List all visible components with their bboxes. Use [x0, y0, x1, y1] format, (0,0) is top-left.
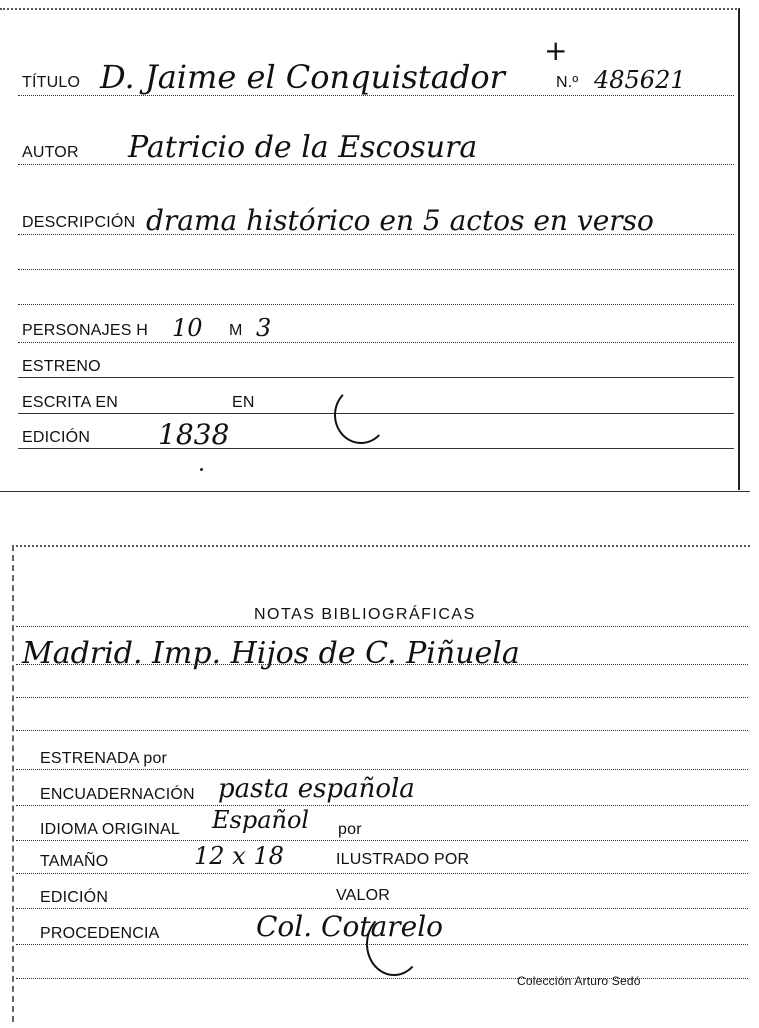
titulo-value: D. Jaime el Conquistador	[100, 58, 505, 96]
idioma-rule	[16, 840, 748, 841]
titulo-label: TÍTULO	[22, 74, 81, 91]
ilustrado-label: ILUSTRADO POR	[336, 851, 470, 868]
notas-rule-2	[16, 697, 748, 698]
collection-footer: Colección Arturo Sedó	[517, 974, 641, 988]
descripcion-rule-1	[18, 234, 734, 235]
escrita-en-label: EN	[232, 394, 255, 411]
personajes-h-label: PERSONAJES H	[22, 322, 148, 339]
estreno-rule	[18, 377, 734, 378]
card-front-bottom-edge	[0, 491, 750, 492]
procedencia-label: PROCEDENCIA	[40, 925, 160, 942]
escrita-label: ESCRITA EN	[22, 394, 118, 411]
notas-rule-0	[16, 626, 748, 627]
notas-rule-1	[16, 664, 748, 665]
autor-value: Patricio de la Escosura	[128, 130, 478, 165]
cross-mark: +	[544, 34, 568, 67]
titulo-rule	[18, 95, 734, 96]
estrenada-rule	[16, 769, 748, 770]
notas-rule-3	[16, 730, 748, 731]
tamano-rule	[16, 873, 748, 874]
tamano-label: TAMAÑO	[40, 853, 109, 870]
notas-value: Madrid. Imp. Hijos de C. Piñuela	[22, 636, 520, 671]
ink-blot-front	[334, 386, 388, 444]
encuadernacion-value: pasta española	[218, 774, 415, 804]
notas-heading: NOTAS BIBLIOGRÁFICAS	[254, 606, 476, 623]
edicion-label: EDICIÓN	[22, 429, 91, 446]
valor-label: VALOR	[336, 887, 391, 904]
personajes-h-value: 10	[172, 314, 203, 342]
idioma-label: IDIOMA ORIGINAL	[40, 821, 180, 838]
procedencia-value: Col. Cotarelo	[256, 910, 444, 943]
encuadernacion-label: ENCUADERNACIÓN	[40, 786, 195, 803]
descripcion-rule-2	[18, 269, 734, 270]
edicion-back-label: EDICIÓN	[40, 889, 109, 906]
edicion-back-rule	[16, 908, 748, 909]
estrenada-label: ESTRENADA por	[40, 750, 168, 767]
autor-rule	[18, 164, 734, 165]
encuadernacion-rule	[16, 805, 748, 806]
tamano-value: 12 x 18	[194, 842, 284, 870]
stray-dot	[200, 468, 203, 471]
personajes-rule	[18, 342, 734, 343]
descripcion-label: DESCRIPCIÓN	[22, 214, 136, 231]
personajes-m-label: M	[229, 322, 243, 339]
descripcion-rule-3	[18, 304, 734, 305]
edicion-value: 1838	[158, 418, 230, 451]
idioma-por-label: por	[338, 821, 362, 838]
descripcion-value: drama histórico en 5 actos en verso	[146, 204, 654, 237]
idioma-value: Español	[212, 806, 310, 834]
numero-value: 485621	[594, 66, 686, 94]
edicion-rule	[18, 448, 734, 449]
estreno-label: ESTRENO	[22, 358, 101, 375]
personajes-m-value: 3	[256, 314, 272, 342]
procedencia-rule	[16, 944, 748, 945]
autor-label: AUTOR	[22, 144, 79, 161]
numero-label: N.º	[556, 74, 579, 91]
